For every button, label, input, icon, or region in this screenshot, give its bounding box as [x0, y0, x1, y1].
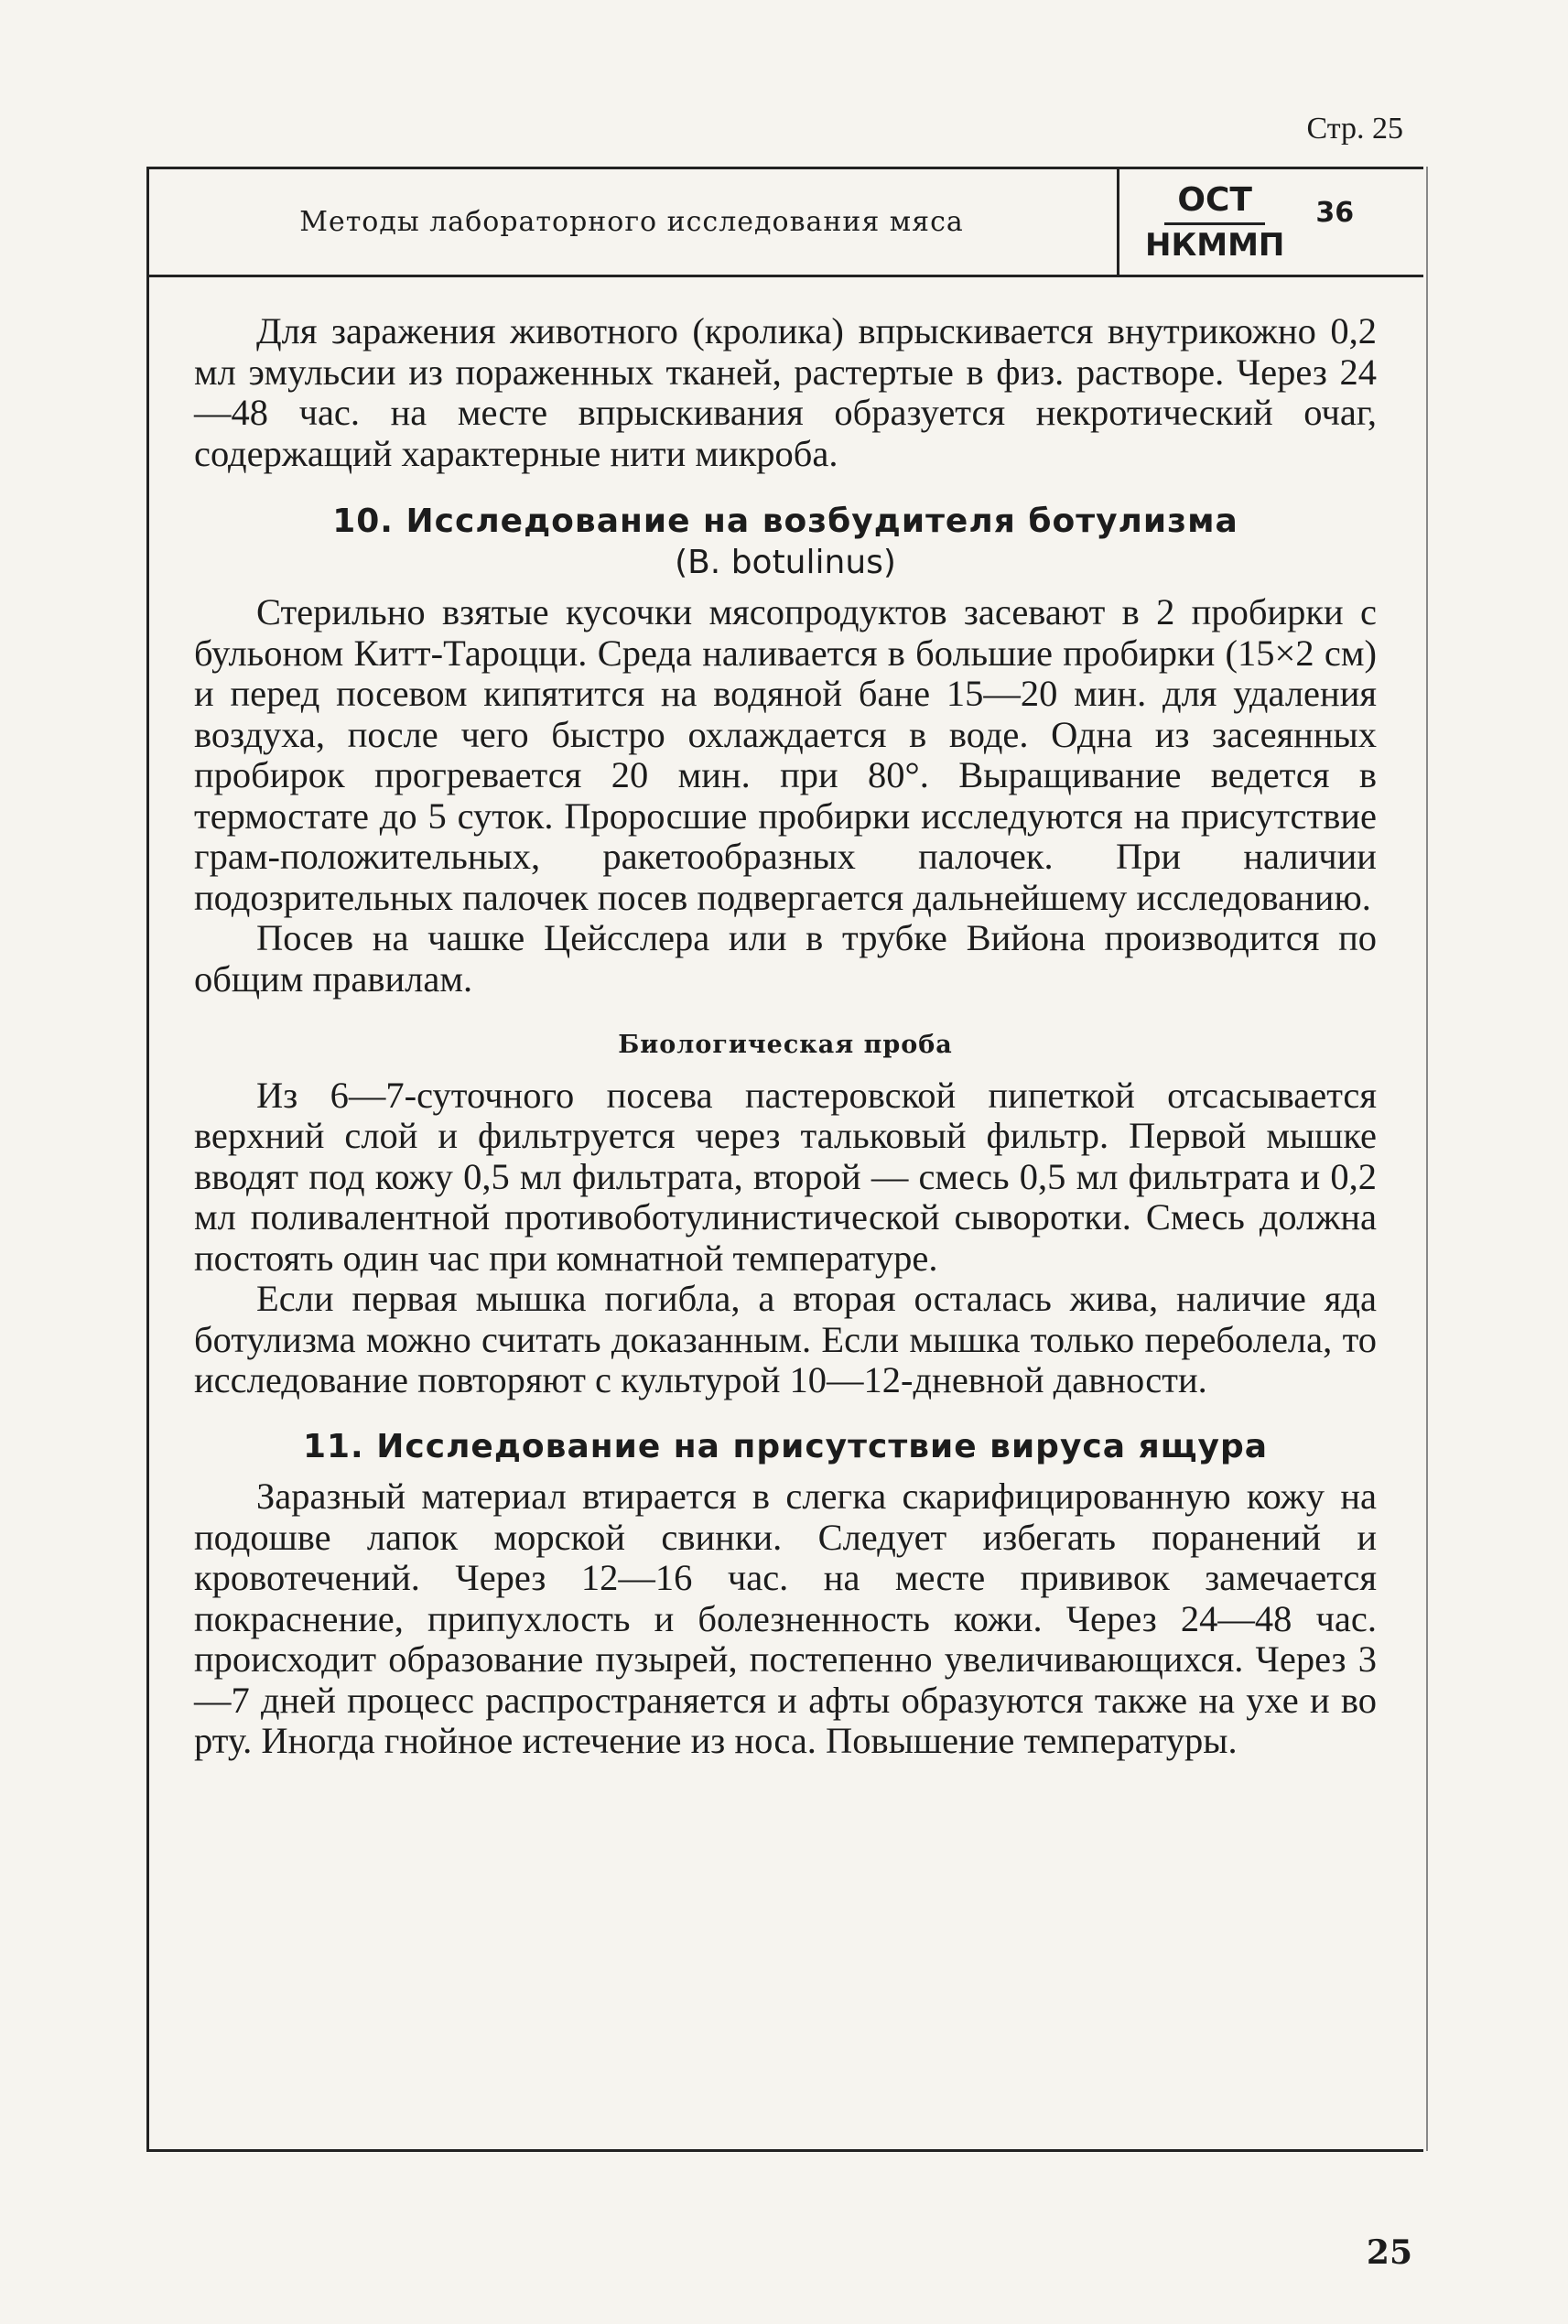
standard-bottom: НКММП [1145, 226, 1285, 264]
section-10-paragraph-1: Стерильно взятые кусочки мясопродуктов засевают в 2 пробирки с бульоном Китт-Тароцци. Среда наливается в большие пробирки (15×2 см) и перед посевом кипятится на водяной бане 15—20 мин. для удаления воздуха, после чего быстро охлаждается в воде. Одна из засеянных пробирок прогревается 20 мин. при 80°. Выращивание ведется в термостате до 5 суток. Проросшие пробирки исследуются на присутствие грам-положительных, ракетообразных палочек. При наличии подозрительных палочек посев подвергается дальнейшему исследованию. [194, 591, 1377, 918]
standard-number: 36 [1315, 197, 1355, 229]
section-10-title: 10. Исследование на возбудителя ботулизма [332, 503, 1238, 540]
document-header [146, 167, 1423, 277]
bottom-rule [146, 2149, 1423, 2152]
standard-fraction [1145, 181, 1284, 264]
intro-paragraph: Для заражения животного (кролика) впрыскивается внутрикожно 0,2 мл эмульсии из пораженных тканей, растертые в физ. растворе. Через 24—48 час. на месте впрыскивания образуется некротический очаг, содержащий характерные нити микроба. [194, 310, 1377, 474]
section-10-paragraph-2: Посев на чашке Цейсслера или в трубке Вийона производится по общим правилам. [194, 917, 1377, 1000]
page-number: 25 [1366, 2233, 1412, 2272]
page-label: Стр. 25 [1306, 112, 1403, 146]
section-10-subtitle: (B. botulinus) [675, 543, 896, 581]
header-title: Методы лабораторного исследования мяса [299, 206, 964, 238]
biological-test-paragraph-2: Если первая мышка погибла, а вторая осталась жива, наличие яда ботулизма можно считать доказанным. Если мышка только переболела, то исследование повторяют с культурой 10—12-дневной давности. [194, 1278, 1377, 1400]
biological-test-title: Биологическая проба [618, 1031, 953, 1059]
standard-block [1119, 181, 1354, 264]
section-11-paragraph-1: Заразный материал втирается в слегка скарифицированную кожу на подошве лапок морской свинки. Следует избегать поранений и кровотечений. Через 12—16 час. на месте прививок замечается покраснение, припухлость и болезненность кожи. Через 24—48 час. происходит образование пузырей, постепенно увеличивающихся. Через 3—7 дней процесс распространяется и афты образуются также на ухе и во рту. Иногда гнойное истечение из носа. Повышение температуры. [194, 1475, 1377, 1761]
main-content [194, 311, 1377, 1762]
section-11-title: 11. Исследование на присутствие вируса ящура [302, 1427, 1269, 1465]
standard-top: ОСТ [1164, 181, 1265, 225]
biological-test-paragraph-1: Из 6—7-суточного посева пастеровской пипеткой отсасывается верхний слой и фильтруется через тальковый фильтр. Первой мышке вводят под кожу 0,5 мл фильтрата, второй — смесь 0,5 мл фильтрата и 0,2 мл поливалентной противоботулинистической сыворотки. Смесь должна постоять один час при комнатной температуре. [194, 1074, 1377, 1279]
